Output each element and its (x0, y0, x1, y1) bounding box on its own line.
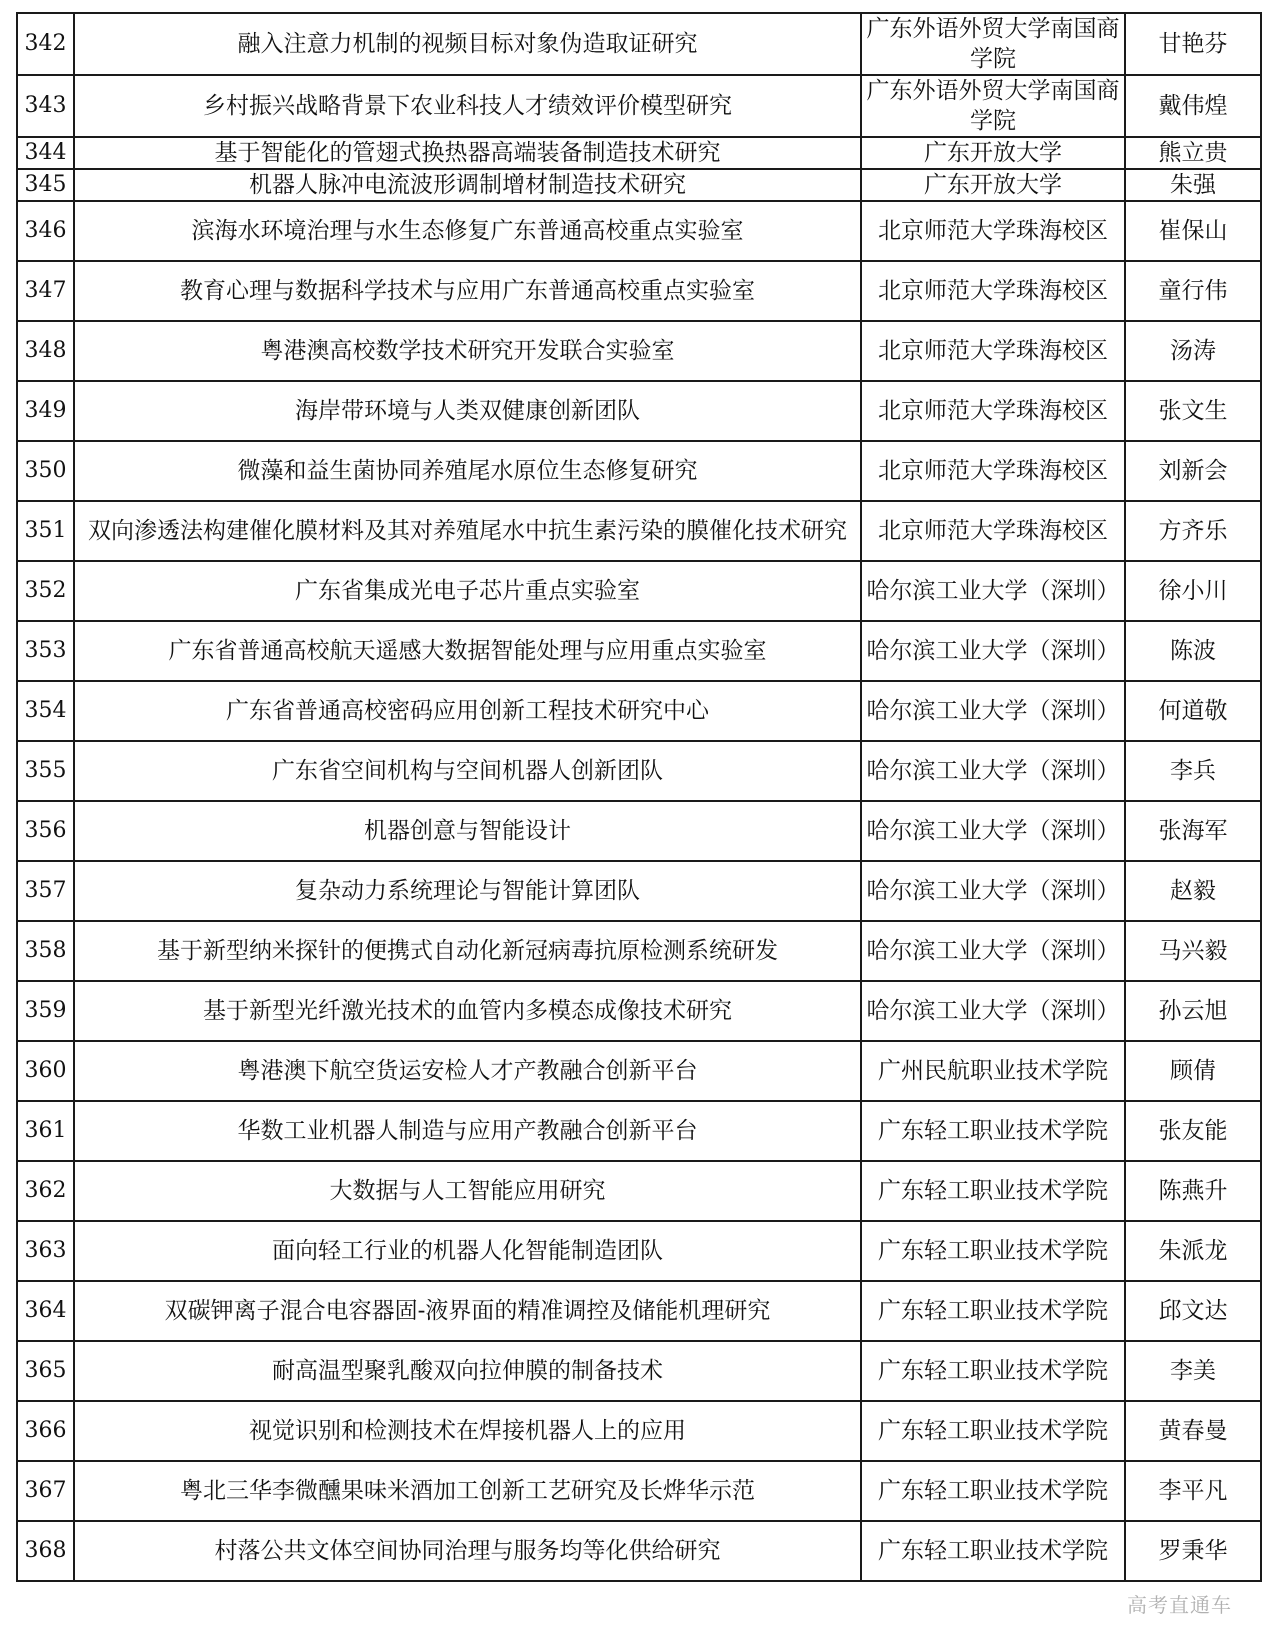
table-row (17, 801, 1261, 861)
principal-investigator-cell: 邱文达 (1125, 1281, 1261, 1341)
table-row (17, 169, 1261, 201)
table-row (17, 1281, 1261, 1341)
row-number-cell: 355 (17, 741, 74, 801)
principal-investigator-cell: 熊立贵 (1125, 137, 1261, 169)
principal-investigator-cell: 张文生 (1125, 381, 1261, 441)
project-name-cell: 村落公共文体空间协同治理与服务均等化供给研究 (74, 1521, 861, 1581)
project-name-cell: 融入注意力机制的视频目标对象伪造取证研究 (74, 13, 861, 75)
row-number-cell: 356 (17, 801, 74, 861)
row-number-cell: 345 (17, 169, 74, 201)
institution-cell: 哈尔滨工业大学（深圳） (861, 561, 1125, 621)
project-name-cell: 微藻和益生菌协同养殖尾水原位生态修复研究 (74, 441, 861, 501)
row-number-cell: 360 (17, 1041, 74, 1101)
table-row (17, 441, 1261, 501)
institution-cell: 哈尔滨工业大学（深圳） (861, 621, 1125, 681)
institution-cell: 广东外语外贸大学南国商学院 (861, 75, 1125, 137)
institution-cell: 北京师范大学珠海校区 (861, 441, 1125, 501)
principal-investigator-cell: 汤涛 (1125, 321, 1261, 381)
row-number-cell: 352 (17, 561, 74, 621)
institution-cell: 广州民航职业技术学院 (861, 1041, 1125, 1101)
row-number-cell: 364 (17, 1281, 74, 1341)
project-table-body (17, 13, 1261, 1581)
project-name-cell: 双碳钾离子混合电容器固-液界面的精准调控及储能机理研究 (74, 1281, 861, 1341)
table-row (17, 1221, 1261, 1281)
row-number-cell: 344 (17, 137, 74, 169)
principal-investigator-cell: 张友能 (1125, 1101, 1261, 1161)
institution-cell: 广东轻工职业技术学院 (861, 1161, 1125, 1221)
row-number-cell: 348 (17, 321, 74, 381)
row-number-cell: 358 (17, 921, 74, 981)
table-row (17, 741, 1261, 801)
row-number-cell: 365 (17, 1341, 74, 1401)
institution-cell: 广东轻工职业技术学院 (861, 1281, 1125, 1341)
principal-investigator-cell: 李美 (1125, 1341, 1261, 1401)
institution-cell: 广东开放大学 (861, 169, 1125, 201)
principal-investigator-cell: 陈燕升 (1125, 1161, 1261, 1221)
principal-investigator-cell: 童行伟 (1125, 261, 1261, 321)
row-number-cell: 367 (17, 1461, 74, 1521)
project-name-cell: 粤港澳高校数学技术研究开发联合实验室 (74, 321, 861, 381)
row-number-cell: 353 (17, 621, 74, 681)
institution-cell: 哈尔滨工业大学（深圳） (861, 921, 1125, 981)
principal-investigator-cell: 甘艳芬 (1125, 13, 1261, 75)
table-row (17, 1461, 1261, 1521)
row-number-cell: 347 (17, 261, 74, 321)
institution-cell: 北京师范大学珠海校区 (861, 261, 1125, 321)
table-row (17, 921, 1261, 981)
row-number-cell: 368 (17, 1521, 74, 1581)
project-name-cell: 华数工业机器人制造与应用产教融合创新平台 (74, 1101, 861, 1161)
institution-cell: 哈尔滨工业大学（深圳） (861, 681, 1125, 741)
table-row (17, 1341, 1261, 1401)
project-name-cell: 大数据与人工智能应用研究 (74, 1161, 861, 1221)
project-name-cell: 海岸带环境与人类双健康创新团队 (74, 381, 861, 441)
principal-investigator-cell: 李兵 (1125, 741, 1261, 801)
project-name-cell: 广东省普通高校航天遥感大数据智能处理与应用重点实验室 (74, 621, 861, 681)
principal-investigator-cell: 朱强 (1125, 169, 1261, 201)
table-row (17, 1041, 1261, 1101)
project-name-cell: 粤北三华李微醺果味米酒加工创新工艺研究及长烨华示范 (74, 1461, 861, 1521)
project-name-cell: 教育心理与数据科学技术与应用广东普通高校重点实验室 (74, 261, 861, 321)
table-row (17, 561, 1261, 621)
table-row (17, 1521, 1261, 1581)
institution-cell: 广东轻工职业技术学院 (861, 1521, 1125, 1581)
project-name-cell: 机器人脉冲电流波形调制增材制造技术研究 (74, 169, 861, 201)
row-number-cell: 363 (17, 1221, 74, 1281)
institution-cell: 哈尔滨工业大学（深圳） (861, 861, 1125, 921)
institution-cell: 广东轻工职业技术学院 (861, 1221, 1125, 1281)
project-list-sheet (16, 12, 1260, 1582)
table-row (17, 201, 1261, 261)
project-name-cell: 耐高温型聚乳酸双向拉伸膜的制备技术 (74, 1341, 861, 1401)
watermark-text: 高考直通车 (1127, 1593, 1232, 1617)
table-row (17, 13, 1261, 75)
row-number-cell: 343 (17, 75, 74, 137)
project-name-cell: 基于新型光纤激光技术的血管内多模态成像技术研究 (74, 981, 861, 1041)
project-name-cell: 复杂动力系统理论与智能计算团队 (74, 861, 861, 921)
institution-cell: 哈尔滨工业大学（深圳） (861, 741, 1125, 801)
row-number-cell: 357 (17, 861, 74, 921)
institution-cell: 广东外语外贸大学南国商学院 (861, 13, 1125, 75)
institution-cell: 北京师范大学珠海校区 (861, 201, 1125, 261)
institution-cell: 广东轻工职业技术学院 (861, 1461, 1125, 1521)
row-number-cell: 359 (17, 981, 74, 1041)
principal-investigator-cell: 赵毅 (1125, 861, 1261, 921)
institution-cell: 哈尔滨工业大学（深圳） (861, 801, 1125, 861)
principal-investigator-cell: 顾倩 (1125, 1041, 1261, 1101)
project-name-cell: 机器创意与智能设计 (74, 801, 861, 861)
table-row (17, 1101, 1261, 1161)
project-name-cell: 粤港澳下航空货运安检人才产教融合创新平台 (74, 1041, 861, 1101)
project-name-cell: 视觉识别和检测技术在焊接机器人上的应用 (74, 1401, 861, 1461)
project-name-cell: 基于新型纳米探针的便携式自动化新冠病毒抗原检测系统研发 (74, 921, 861, 981)
institution-cell: 哈尔滨工业大学（深圳） (861, 981, 1125, 1041)
institution-cell: 广东轻工职业技术学院 (861, 1401, 1125, 1461)
table-row (17, 681, 1261, 741)
row-number-cell: 354 (17, 681, 74, 741)
row-number-cell: 361 (17, 1101, 74, 1161)
principal-investigator-cell: 陈波 (1125, 621, 1261, 681)
principal-investigator-cell: 马兴毅 (1125, 921, 1261, 981)
table-row (17, 501, 1261, 561)
project-name-cell: 广东省空间机构与空间机器人创新团队 (74, 741, 861, 801)
project-name-cell: 双向渗透法构建催化膜材料及其对养殖尾水中抗生素污染的膜催化技术研究 (74, 501, 861, 561)
project-name-cell: 乡村振兴战略背景下农业科技人才绩效评价模型研究 (74, 75, 861, 137)
table-row (17, 137, 1261, 169)
principal-investigator-cell: 何道敬 (1125, 681, 1261, 741)
row-number-cell: 362 (17, 1161, 74, 1221)
principal-investigator-cell: 孙云旭 (1125, 981, 1261, 1041)
institution-cell: 广东轻工职业技术学院 (861, 1101, 1125, 1161)
table-row (17, 981, 1261, 1041)
row-number-cell: 351 (17, 501, 74, 561)
table-row (17, 381, 1261, 441)
table-row (17, 621, 1261, 681)
table-row (17, 1401, 1261, 1461)
row-number-cell: 349 (17, 381, 74, 441)
institution-cell: 北京师范大学珠海校区 (861, 501, 1125, 561)
principal-investigator-cell: 张海军 (1125, 801, 1261, 861)
principal-investigator-cell: 戴伟煌 (1125, 75, 1261, 137)
institution-cell: 北京师范大学珠海校区 (861, 321, 1125, 381)
table-row (17, 261, 1261, 321)
row-number-cell: 346 (17, 201, 74, 261)
principal-investigator-cell: 崔保山 (1125, 201, 1261, 261)
row-number-cell: 366 (17, 1401, 74, 1461)
project-name-cell: 滨海水环境治理与水生态修复广东普通高校重点实验室 (74, 201, 861, 261)
table-row (17, 1161, 1261, 1221)
table-row (17, 321, 1261, 381)
row-number-cell: 342 (17, 13, 74, 75)
principal-investigator-cell: 朱派龙 (1125, 1221, 1261, 1281)
principal-investigator-cell: 黄春曼 (1125, 1401, 1261, 1461)
table-row (17, 861, 1261, 921)
institution-cell: 广东轻工职业技术学院 (861, 1341, 1125, 1401)
principal-investigator-cell: 刘新会 (1125, 441, 1261, 501)
principal-investigator-cell: 罗秉华 (1125, 1521, 1261, 1581)
principal-investigator-cell: 方齐乐 (1125, 501, 1261, 561)
project-name-cell: 广东省普通高校密码应用创新工程技术研究中心 (74, 681, 861, 741)
principal-investigator-cell: 徐小川 (1125, 561, 1261, 621)
table-row (17, 75, 1261, 137)
row-number-cell: 350 (17, 441, 74, 501)
project-name-cell: 基于智能化的管翅式换热器高端装备制造技术研究 (74, 137, 861, 169)
principal-investigator-cell: 李平凡 (1125, 1461, 1261, 1521)
project-table (16, 12, 1262, 1582)
institution-cell: 广东开放大学 (861, 137, 1125, 169)
institution-cell: 北京师范大学珠海校区 (861, 381, 1125, 441)
project-name-cell: 广东省集成光电子芯片重点实验室 (74, 561, 861, 621)
project-name-cell: 面向轻工行业的机器人化智能制造团队 (74, 1221, 861, 1281)
